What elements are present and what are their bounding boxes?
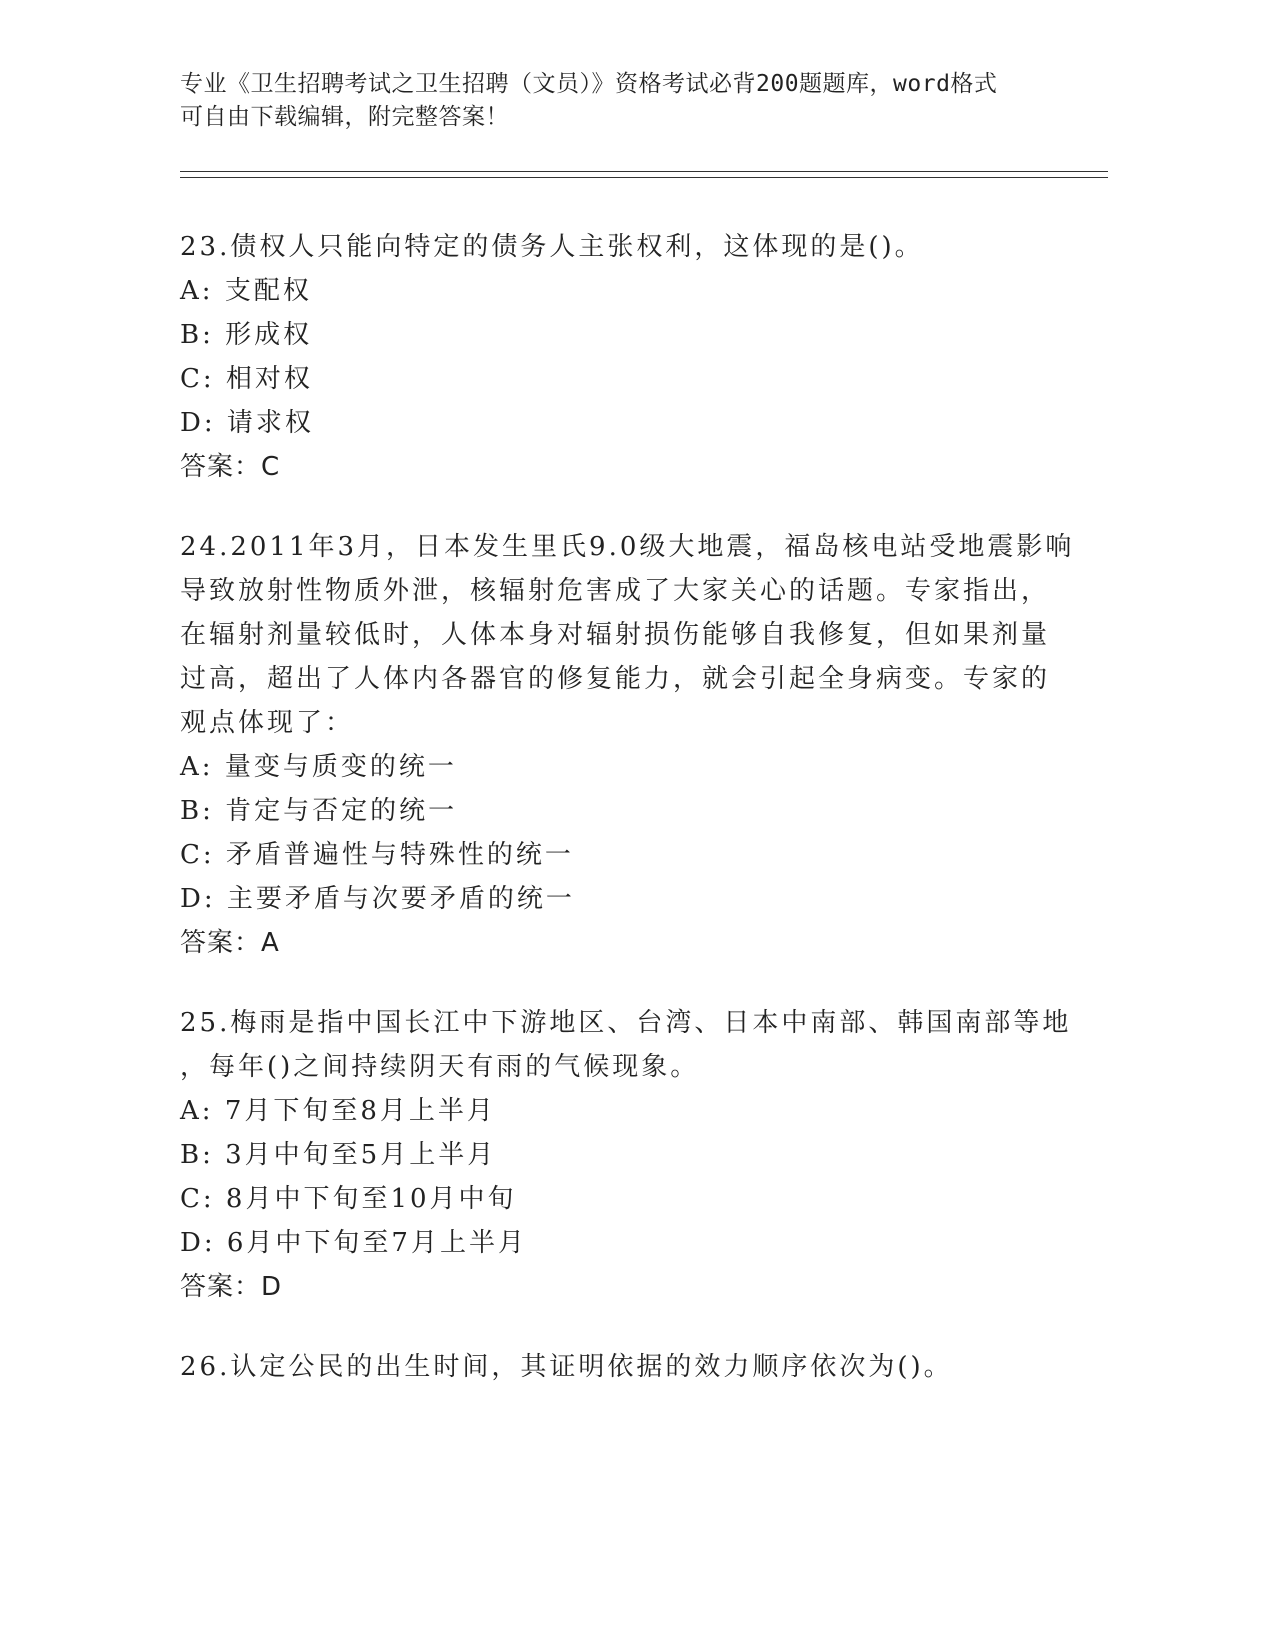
question-text: 过高，超出了人体内各器官的修复能力，就会引起全身病变。专家的 [180,664,1051,694]
document-header [180,68,1040,134]
question-text: 观点体现了： [180,708,355,738]
question-26 [180,1345,1080,1389]
question-text: 26.认定公民的出生时间，其证明依据的效力顺序依次为()。 [180,1352,953,1382]
header-divider [180,177,1108,178]
question-23 [180,225,1080,489]
option-text: 肯定与否定的统一 [225,796,458,826]
option-key: D: [180,408,216,438]
answer: 答案：D [180,1272,283,1302]
question-24 [180,525,1080,965]
option-key: B: [180,320,214,350]
option-text: 支配权 [224,276,312,306]
option-c [180,1177,1080,1221]
question-text: 23.债权人只能向特定的债务人主张权利，这体现的是()。 [180,232,924,262]
option-text: 3月中旬至5月上半月 [225,1140,497,1170]
option-text: 形成权 [225,320,313,350]
question-text: ，每年()之间持续阴天有雨的气候现象。 [180,1052,700,1082]
option-text: 7月下旬至8月上半月 [224,1096,496,1126]
option-text: 8月中下旬至10月中旬 [225,1184,517,1214]
option-text: 矛盾普遍性与特殊性的统一 [225,840,574,870]
option-text: 量变与质变的统一 [224,752,457,782]
option-a [180,269,1080,313]
header-line: 专业《卫生招聘考试之卫生招聘（文员）》资格考试必背200题题库，word格式 [180,71,998,97]
question-list [180,225,1080,1425]
question-text: 导致放射性物质外泄，核辐射危害成了大家关心的话题。专家指出， [180,576,1051,606]
option-a [180,1089,1080,1133]
question-text: 25.梅雨是指中国长江中下游地区、台湾、日本中南部、韩国南部等地 [180,1008,1072,1038]
option-text: 请求权 [226,408,314,438]
option-b [180,1133,1080,1177]
option-key: C: [180,1184,215,1214]
question-text: 24.2011年3月，日本发生里氏9.0级大地震，福岛核电站受地震影响 [180,532,1075,562]
option-text: 相对权 [225,364,313,394]
option-text: 主要矛盾与次要矛盾的统一 [226,884,575,914]
option-c [180,357,1080,401]
option-d [180,1221,1080,1265]
option-key: A: [180,276,214,306]
option-b [180,313,1080,357]
option-a [180,745,1080,789]
option-key: B: [180,796,214,826]
option-text: 6月中下旬至7月上半月 [226,1228,527,1258]
answer: 答案：C [180,452,281,482]
option-key: D: [180,1228,216,1258]
answer: 答案：A [180,928,280,958]
header-line: 可自由下载编辑，附完整答案！ [180,104,509,130]
option-key: A: [180,752,214,782]
option-key: A: [180,1096,214,1126]
option-c [180,833,1080,877]
option-d [180,877,1080,921]
header-divider [180,171,1108,172]
option-key: C: [180,364,215,394]
option-key: B: [180,1140,214,1170]
question-text: 在辐射剂量较低时，人体本身对辐射损伤能够自我修复，但如果剂量 [180,620,1051,650]
option-key: D: [180,884,216,914]
option-d [180,401,1080,445]
option-b [180,789,1080,833]
question-25 [180,1001,1080,1309]
option-key: C: [180,840,215,870]
